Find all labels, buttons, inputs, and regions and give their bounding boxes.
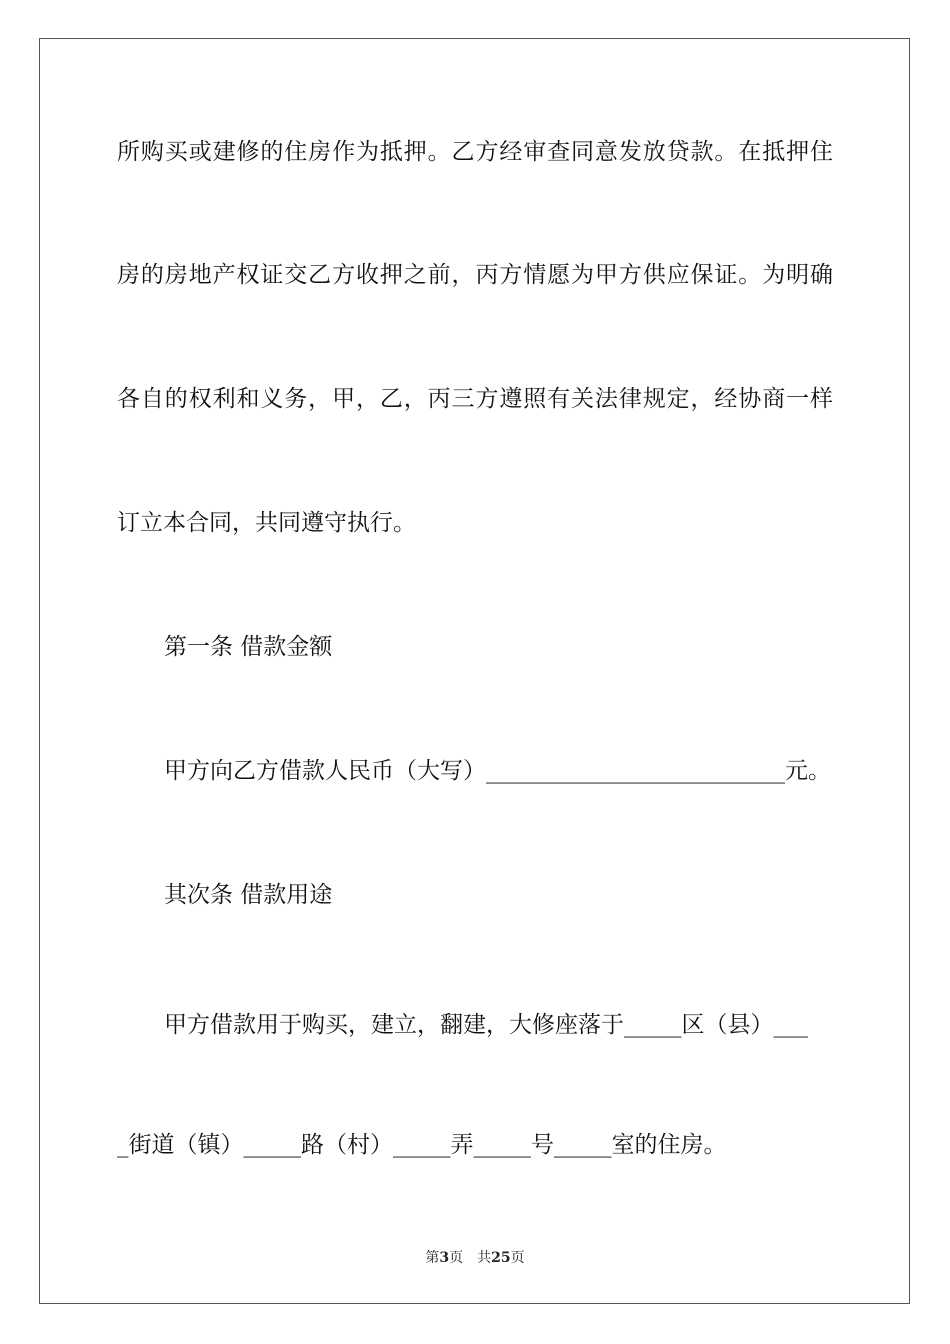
footer-mid: 页 共	[449, 1250, 492, 1266]
loan-purpose-line-1: 甲方借款用于购买，建立，翻建，大修座落于_____区（县）___	[164, 1012, 808, 1038]
paragraph-line-4: 订立本合同，共同遵守执行。	[117, 510, 416, 536]
paragraph-line-1: 所购买或建修的住房作为抵押。乙方经审查同意发放贷款。在抵押住	[117, 139, 833, 165]
loan-amount-line: 甲方向乙方借款人民币（大写）__________________________元。	[164, 758, 831, 784]
page-frame	[39, 38, 910, 1304]
footer-page-current: 3	[439, 1250, 450, 1266]
paragraph-line-2: 房的房地产权证交乙方收押之前，丙方情愿为甲方供应保证。为明确	[117, 262, 833, 288]
footer-prefix: 第	[425, 1250, 440, 1266]
page-footer	[0, 1247, 950, 1267]
article-2-heading: 其次条 借款用途	[164, 882, 333, 908]
article-1-heading: 第一条 借款金额	[164, 634, 333, 660]
footer-page-total: 25	[491, 1250, 511, 1266]
loan-purpose-line-2: _街道（镇）_____路（村）_____弄_____号_____室的住房。	[117, 1132, 727, 1158]
footer-suffix: 页	[510, 1250, 525, 1266]
paragraph-line-3: 各自的权利和义务，甲，乙，丙三方遵照有关法律规定，经协商一样	[117, 386, 833, 412]
